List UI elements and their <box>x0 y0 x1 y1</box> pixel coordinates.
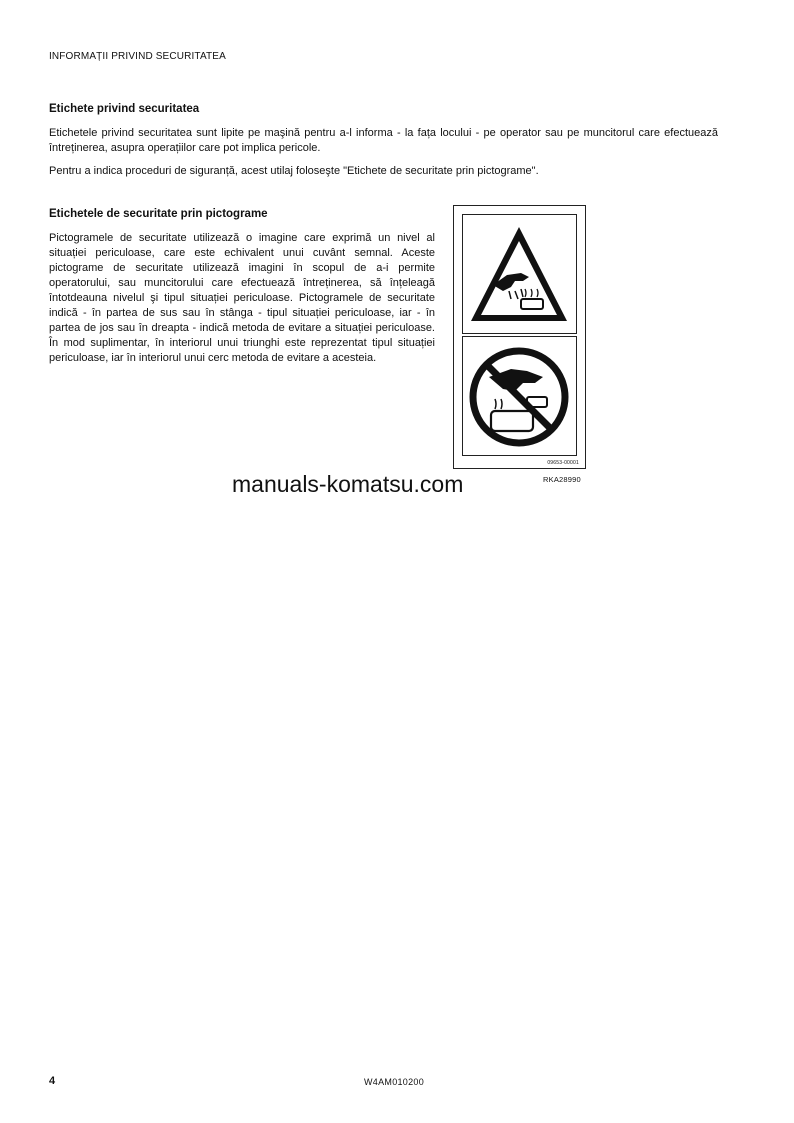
hot-surface-warning-icon <box>463 215 576 333</box>
label-part-code: 09653-00001 <box>547 460 579 466</box>
page-header: INFORMAȚII PRIVIND SECURITATEA <box>49 51 226 62</box>
safety-pictogram-figure <box>453 205 586 469</box>
page-number: 4 <box>49 1075 56 1087</box>
do-not-touch-prohibition-icon <box>463 337 576 455</box>
section-heading-safety-labels: Etichete privind securitatea <box>49 103 200 115</box>
figure-reference: RKA28990 <box>543 475 581 484</box>
hazard-panel <box>462 214 577 334</box>
paragraph-safety-labels: Etichetele privind securitatea sunt lipite pe maşină pentru a-l informa - la fața locului - pe operator sau pe muncitorul care efectuează întreținerea, asupra operațiilor care pot implica pericole. <box>49 127 718 154</box>
watermark-text: manuals-komatsu.com <box>232 471 464 497</box>
document-code: W4AM010200 <box>364 1077 425 1087</box>
avoidance-panel <box>462 336 577 456</box>
section-heading-pictograms: Etichetele de securitate prin pictograme <box>49 208 268 220</box>
paragraph-pictograms: Pictogramele de securitate utilizează o imagine care exprimă un nivel al situației periculoase, care este echivalent unui cuvânt semnal. Aceste pictograme de securitate utilizează imagini în scopul de a-i permite operatorului, sau muncitorului care efectuează întreținerea, să înțeleagă întotdeauna nivelul şi tipul situației periculoase. Pictogramele de securitate indică - în partea de sus sau în stânga - tipul situației periculoase, iar - în partea de jos sau în dreapta - indică metoda de evitare a situației periculoase. În mod suplimentar, în interiorul unui triunghi este reprezentat tipul situației periculoase, iar în interiorul unui cerc metoda de evitare a acesteia. <box>49 232 435 364</box>
paragraph-pictogram-usage: Pentru a indica proceduri de siguranță, acest utilaj foloseşte "Etichete de securitate prin pictograme". <box>49 165 539 177</box>
